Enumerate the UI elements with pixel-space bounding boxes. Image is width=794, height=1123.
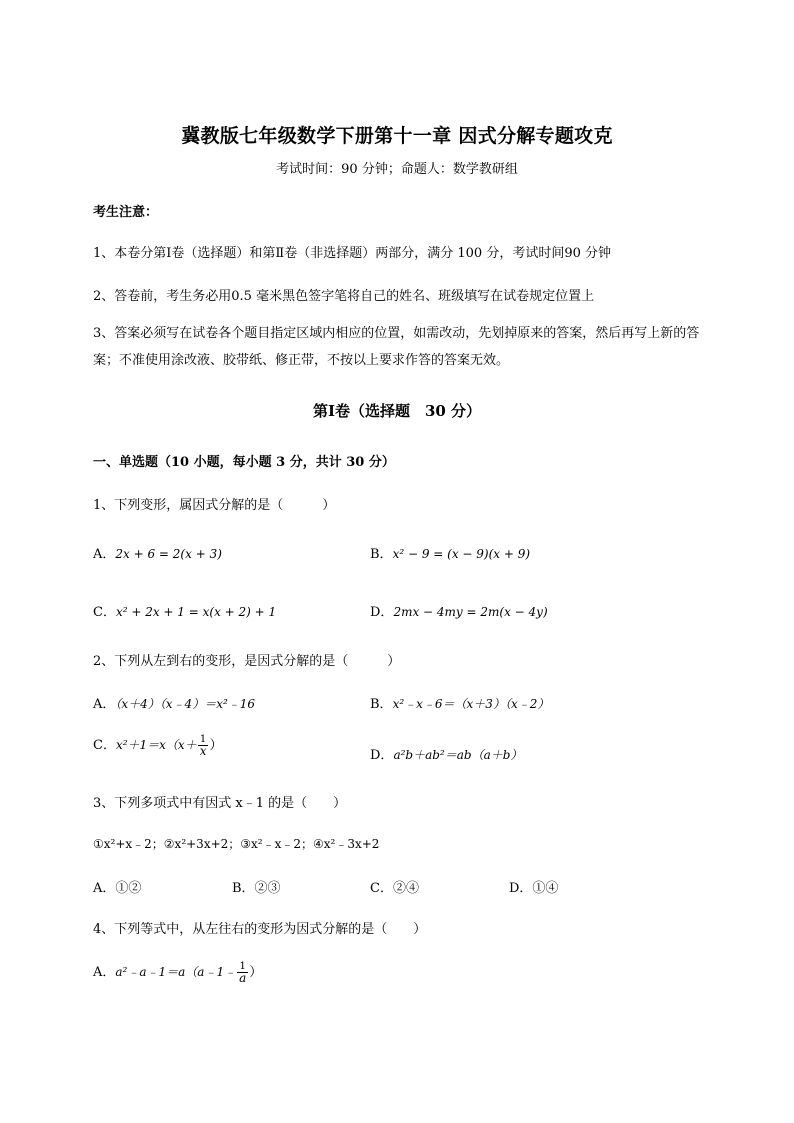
option-text: 2x + 6 = 2(x + 3) xyxy=(115,547,222,561)
question-3-stem: 3、下列多项式中有因式 x﹣1 的是（ ） xyxy=(93,796,347,811)
part-heading: 一、单选题（10 小题，每小题 3 分，共计 30 分） xyxy=(93,455,395,470)
option-text: x²﹣x﹣6＝（x＋3）（x﹣2） xyxy=(392,697,550,711)
question-2-option-b xyxy=(370,693,549,712)
question-2-option-c xyxy=(93,734,223,757)
fraction-denominator: a xyxy=(239,971,247,985)
question-1-option-d xyxy=(370,601,548,620)
question-1-option-a xyxy=(93,543,222,562)
question-3-option-a: A．①② xyxy=(93,881,142,896)
option-text-pre: x²＋1＝x（x＋ xyxy=(115,738,197,752)
question-1-option-b xyxy=(370,543,530,562)
option-label: B． xyxy=(370,697,393,712)
question-2-option-a xyxy=(93,693,255,712)
question-4-option-a xyxy=(93,961,262,984)
question-3-option-d: D．①④ xyxy=(509,881,559,896)
page-title: 冀教版七年级数学下册第十一章 因式分解专题攻克 xyxy=(181,125,613,147)
notice-item-3: 3、答案必须写在试卷各个题目指定区域内相应的位置，如需改动，先划掉原来的答案，然后再写上新的答案；不准使用涂改液、胶带纸、修正带，不按以上要求作答的答案无效。 xyxy=(93,326,700,368)
question-3-option-c: C．②④ xyxy=(370,881,419,896)
question-3-option-b: B．②③ xyxy=(232,881,281,896)
option-text: x² − 9 = (x − 9)(x + 9) xyxy=(392,547,531,561)
option-label: C． xyxy=(93,605,116,620)
fraction-denominator: x xyxy=(199,744,207,758)
question-2-option-d xyxy=(370,744,522,763)
option-text-pre: a²﹣a﹣1＝a（a﹣1﹣ xyxy=(115,965,237,979)
question-1-option-c xyxy=(93,601,276,620)
option-label: C． xyxy=(93,738,116,753)
option-label: A． xyxy=(93,965,116,980)
question-1-stem: 1、下列变形，属因式分解的是（ ） xyxy=(93,498,336,513)
option-label: B． xyxy=(370,547,393,562)
option-label: A． xyxy=(93,697,116,712)
option-label: D． xyxy=(370,748,394,763)
option-text-post: ） xyxy=(209,738,223,753)
question-2-stem: 2、下列从左到右的变形，是因式分解的是（ ） xyxy=(93,654,401,669)
option-label: D． xyxy=(370,605,394,620)
option-text-post: ） xyxy=(249,965,263,980)
notice-item-2: 2、答卷前，考生务必用0.5 毫米黑色签字笔将自己的姓名、班级填写在试卷规定位置上 xyxy=(93,289,595,304)
fraction-numerator: 1 xyxy=(198,734,209,746)
notice-heading: 考生注意： xyxy=(93,205,159,220)
option-text: 2mx − 4my = 2m(x − 4y) xyxy=(393,605,548,619)
fraction xyxy=(198,734,209,757)
option-label: A． xyxy=(93,547,116,562)
question-4-stem: 4、下列等式中，从左往右的变形为因式分解的是（ ） xyxy=(93,922,427,937)
option-text: x² + 2x + 1 = x(x + 2) + 1 xyxy=(115,605,277,619)
section-title: 第Ⅰ卷（选择题 30 分） xyxy=(312,402,482,420)
fraction xyxy=(237,961,248,984)
option-text: （x＋4）（x﹣4）＝x²﹣16 xyxy=(115,697,256,711)
question-3-list: ①x²+x﹣2；②x²+3x+2；③x²﹣x﹣2；④x²﹣3x+2 xyxy=(93,837,380,851)
option-text: a²b＋ab²＝ab（a＋b） xyxy=(393,748,523,762)
fraction-numerator: 1 xyxy=(237,961,248,973)
exam-info: 考试时间：90 分钟；命题人：数学教研组 xyxy=(276,162,518,177)
notice-item-1: 1、本卷分第Ⅰ卷（选择题）和第Ⅱ卷（非选择题）两部分，满分 100 分，考试时间90 分钟 xyxy=(93,246,611,261)
